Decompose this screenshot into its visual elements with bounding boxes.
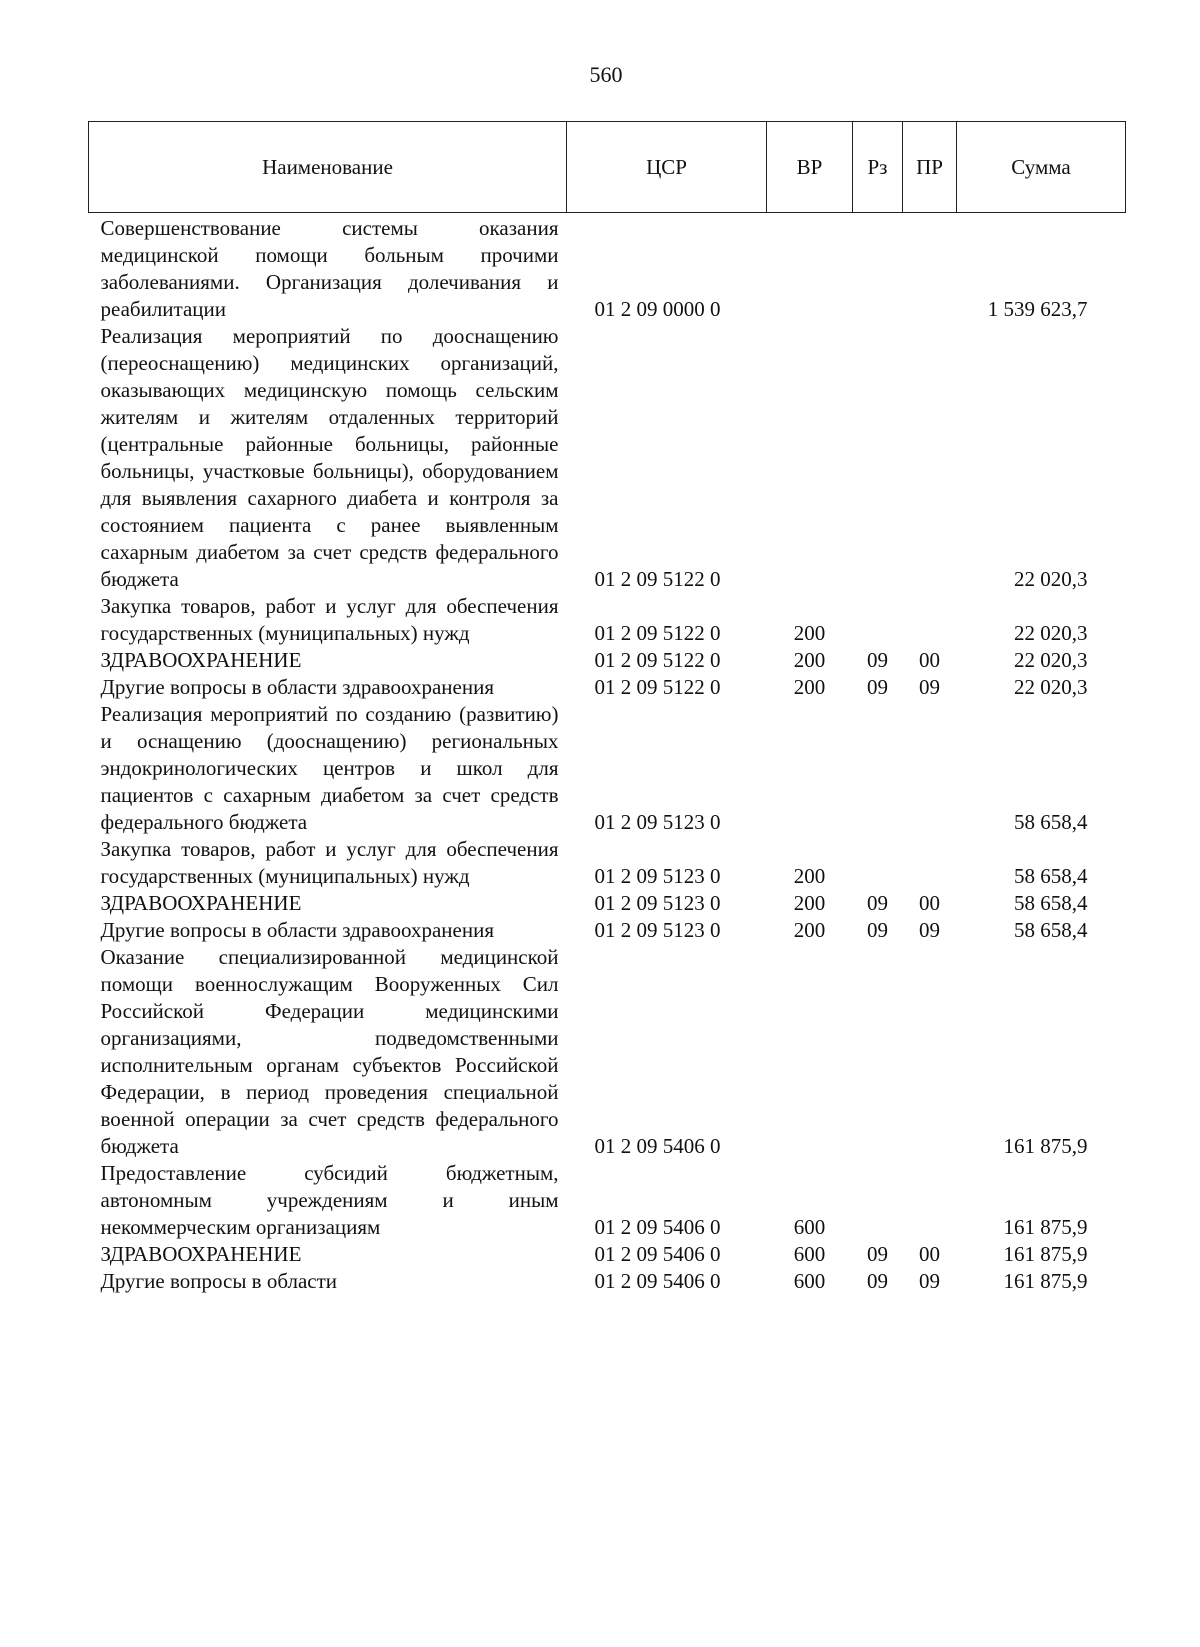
row-vr: 200	[793, 621, 826, 645]
row-vr: 600	[793, 1215, 826, 1239]
table-row	[89, 890, 1126, 917]
table-row	[89, 917, 1126, 944]
row-vr: 200	[793, 864, 826, 888]
row-vr	[767, 944, 853, 1160]
row-sum: 161 875,9	[1003, 1242, 1088, 1266]
row-name: ЗДРАВООХРАНЕНИЕ	[100, 891, 302, 915]
table-row	[89, 593, 1126, 647]
row-csr: 01 2 09 5406 0	[594, 1269, 721, 1293]
row-name: Предоставление субсидий бюджетным, автономным учреждениям и иным некоммерческим организациям	[100, 1161, 559, 1239]
row-name: ЗДРАВООХРАНЕНИЕ	[100, 1242, 302, 1266]
row-rz: 09	[867, 675, 888, 699]
row-name: Реализация мероприятий по созданию (развитию) и оснащению (дооснащению) региональных эндокринологических центров и школ для пациентов с сахарным диабетом за счет средств федерального бюджета	[100, 702, 559, 834]
row-sum: 22 020,3	[1014, 648, 1088, 672]
row-pr	[903, 213, 957, 324]
table-row	[89, 647, 1126, 674]
row-pr: 09	[919, 1269, 940, 1293]
row-pr	[903, 944, 957, 1160]
row-rz: 09	[867, 918, 888, 942]
table-header	[89, 122, 1126, 213]
row-pr: 09	[919, 918, 940, 942]
row-sum: 58 658,4	[1014, 864, 1088, 888]
row-name: Закупка товаров, работ и услуг для обеспечения государственных (муниципальных) нужд	[100, 837, 559, 888]
row-pr	[903, 836, 957, 890]
row-csr: 01 2 09 5122 0	[594, 567, 721, 591]
row-pr	[903, 323, 957, 593]
row-csr: 01 2 09 5122 0	[594, 648, 721, 672]
row-rz: 09	[867, 891, 888, 915]
row-pr	[903, 1160, 957, 1241]
row-csr: 01 2 09 5406 0	[594, 1242, 721, 1266]
row-name: Оказание специализированной медицинской помощи военнослужащим Вооруженных Сил Российской Федерации медицинскими организациями, подведомственными исполнительным органам субъектов Российской Федерации, в период проведения специальной военной операции за счет средств федерального бюджета	[100, 945, 559, 1158]
row-name: Совершенствование системы оказания медицинской помощи больным прочими заболеваниями. Организация долечивания и реабилитации	[100, 216, 559, 321]
row-sum: 22 020,3	[1014, 675, 1088, 699]
header-pr: ПР	[903, 122, 957, 213]
row-pr	[903, 701, 957, 836]
row-pr: 00	[919, 1242, 940, 1266]
header-csr: ЦСР	[567, 122, 767, 213]
row-name: Реализация мероприятий по дооснащению (переоснащению) медицинских организаций, оказывающих медицинскую помощь сельским жителям и жителям отдаленных территорий (центральные районные больницы, районные больницы, участковые больницы), оборудованием для выявления сахарного диабета и контроля за состоянием пациента с ранее выявленным сахарным диабетом за счет средств федерального бюджета	[100, 324, 559, 591]
row-csr: 01 2 09 5123 0	[594, 864, 721, 888]
table-row	[89, 1268, 1126, 1295]
row-vr: 200	[793, 675, 826, 699]
row-vr: 200	[793, 648, 826, 672]
row-sum: 161 875,9	[1003, 1269, 1088, 1293]
table-row	[89, 701, 1126, 836]
row-name: Закупка товаров, работ и услуг для обеспечения государственных (муниципальных) нужд	[100, 594, 559, 645]
row-name: Другие вопросы в области	[100, 1269, 338, 1293]
table-row	[89, 836, 1126, 890]
table-row	[89, 674, 1126, 701]
row-vr	[767, 213, 853, 324]
row-sum: 58 658,4	[1014, 891, 1088, 915]
row-sum: 161 875,9	[1003, 1215, 1088, 1239]
row-rz: 09	[867, 1242, 888, 1266]
row-rz	[853, 213, 903, 324]
row-rz	[853, 593, 903, 647]
row-rz: 09	[867, 1269, 888, 1293]
table-row	[89, 1241, 1126, 1268]
row-rz: 09	[867, 648, 888, 672]
row-csr: 01 2 09 5123 0	[594, 810, 721, 834]
row-csr: 01 2 09 0000 0	[594, 297, 721, 321]
row-sum: 161 875,9	[1003, 1134, 1088, 1158]
row-rz	[853, 701, 903, 836]
row-csr: 01 2 09 5123 0	[594, 891, 721, 915]
header-sum: Сумма	[957, 122, 1126, 213]
row-pr	[903, 593, 957, 647]
row-csr: 01 2 09 5123 0	[594, 918, 721, 942]
table-row	[89, 944, 1126, 1160]
budget-table	[88, 121, 1126, 1295]
header-vr: ВР	[767, 122, 853, 213]
row-name: ЗДРАВООХРАНЕНИЕ	[100, 648, 302, 672]
row-vr: 200	[793, 918, 826, 942]
row-sum: 1 539 623,7	[987, 297, 1088, 321]
row-name: Другие вопросы в области здравоохранения	[100, 918, 494, 942]
row-csr: 01 2 09 5122 0	[594, 621, 721, 645]
row-csr: 01 2 09 5406 0	[594, 1215, 721, 1239]
row-csr: 01 2 09 5406 0	[594, 1134, 721, 1158]
header-name: Наименование	[89, 122, 567, 213]
row-vr: 600	[793, 1269, 826, 1293]
table-row	[89, 213, 1126, 324]
row-sum: 22 020,3	[1014, 621, 1088, 645]
row-pr: 00	[919, 648, 940, 672]
row-sum: 22 020,3	[1014, 567, 1088, 591]
row-sum: 58 658,4	[1014, 918, 1088, 942]
row-vr	[767, 701, 853, 836]
table-row	[89, 1160, 1126, 1241]
row-rz	[853, 1160, 903, 1241]
page-number: 560	[589, 62, 623, 87]
row-rz	[853, 944, 903, 1160]
header-rz: Рз	[853, 122, 903, 213]
row-vr: 600	[793, 1242, 826, 1266]
row-name: Другие вопросы в области здравоохранения	[100, 675, 494, 699]
row-vr: 200	[793, 891, 826, 915]
row-pr: 00	[919, 891, 940, 915]
row-csr: 01 2 09 5122 0	[594, 675, 721, 699]
row-pr: 09	[919, 675, 940, 699]
row-vr	[767, 323, 853, 593]
row-sum: 58 658,4	[1014, 810, 1088, 834]
table-body	[89, 213, 1126, 1296]
row-rz	[853, 836, 903, 890]
row-rz	[853, 323, 903, 593]
table-row	[89, 323, 1126, 593]
